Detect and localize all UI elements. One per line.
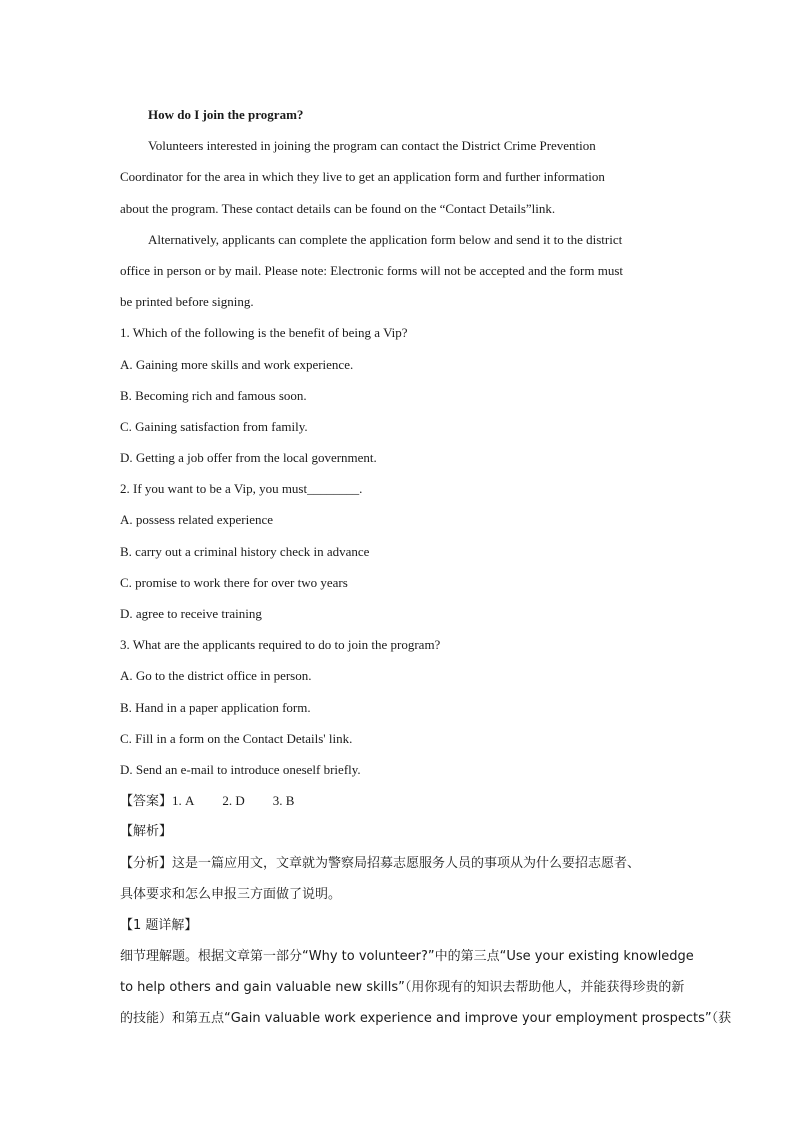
paragraph-line: Volunteers interested in joining the program can contact the District Crime Prevention [148,138,596,154]
paragraph-line: be printed before signing. [120,294,254,310]
question-option: D. Getting a job offer from the local government. [120,450,377,466]
answer-item: 2. D [222,793,245,809]
question-option: A. Gaining more skills and work experience. [120,356,354,372]
analysis-line: 具体要求和怎么申报三方面做了说明。 [120,886,342,902]
question-option: D. Send an e-mail to introduce oneself briefly. [120,761,361,777]
analysis-line: 【分析】这是一篇应用文，文章就为警察局招募志愿服务人员的事项从为什么要招志愿者、 [120,855,641,871]
answer-item: 3. B [272,793,295,809]
answer-item: 1. A [172,793,195,809]
question-option: C. promise to work there for over two years [120,574,348,590]
section-heading: How do I join the program? [148,107,304,122]
question-option: D. agree to receive training [120,606,262,621]
question-option: C. Fill in a form on the Contact Details' link. [120,730,353,746]
analysis-summary [120,848,680,910]
analysis-line: 细节理解题。根据文章第一部分“Why to volunteer?”中的第三点“Use your existing knowledge [120,949,694,965]
answer-line [120,785,680,816]
question-option: B. Hand in a paper application form. [120,699,311,715]
analysis-line: 的技能）和第五点“Gain valuable work experience and improve your employment prospects”（获 [120,1011,732,1027]
question-stem: 2. If you want to be a Vip, you must________. [120,481,363,497]
question-option: C. Gaining satisfaction from family. [120,418,308,434]
paragraph-line: Alternatively, applicants can complete the application form below and send it to the district [148,231,623,247]
question-option: A. Go to the district office in person. [120,668,312,684]
document-content [120,99,732,1035]
analysis-detail [120,941,732,1035]
question-option: A. possess related experience [120,512,274,528]
paragraph-contact [120,130,680,224]
question-stem: 1. Which of the following is the benefit of being a Vip? [120,325,408,341]
question-3 [120,629,680,785]
paragraph-line: office in person or by mail. Please note: Electronic forms will not be accepted and the form must [120,262,624,278]
question-stem: 3. What are the applicants required to do to join the program? [120,637,441,653]
question-1 [120,317,680,473]
detail-label: 【1 题详解】 [120,917,198,933]
question-option: B. Becoming rich and famous soon. [120,387,307,403]
paragraph-line: about the program. These contact details can be found on the “Contact Details”link. [120,200,556,216]
question-option: B. carry out a criminal history check in advance [120,543,370,559]
analysis-line: to help others and gain valuable new skills”（用你现有的知识去帮助他人，并能获得珍贵的新 [120,980,685,996]
answer-label: 【答案】 [120,794,173,810]
analysis-label: 【解析】 [120,824,173,840]
question-2 [120,473,680,629]
paragraph-line: Coordinator for the area in which they live to get an application form and further information [120,169,605,185]
paragraph-alternative [120,224,680,318]
